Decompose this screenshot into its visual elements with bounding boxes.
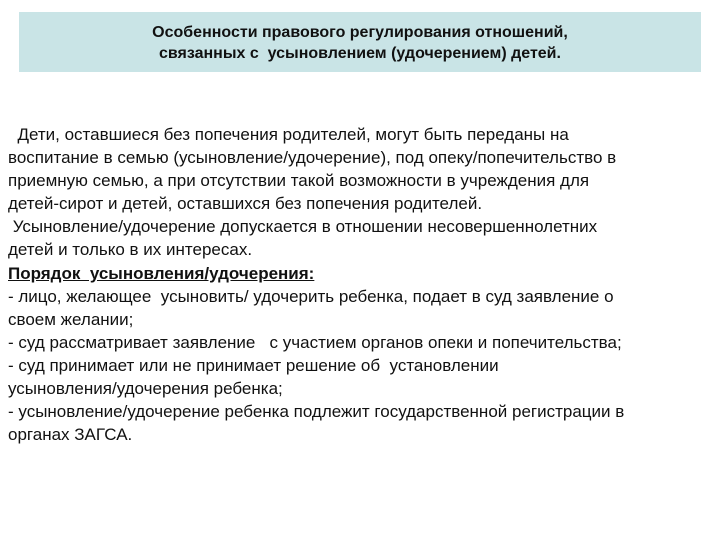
- paragraph-line: детей и только в их интересах.: [8, 240, 253, 260]
- procedure-line: органах ЗАГСА.: [8, 425, 133, 445]
- paragraph-line: детей-сирот и детей, оставшихся без попечения родителей.: [8, 194, 483, 214]
- procedure-line: своем желании;: [8, 309, 134, 329]
- paragraph-line: Усыновление/удочерение допускается в отношении несовершеннолетних: [8, 217, 598, 237]
- paragraph-line: воспитание в семью (усыновление/удочерение), под опеку/попечительство в: [8, 148, 617, 168]
- title-line-1: Особенности правового регулирования отношений,: [152, 24, 568, 41]
- procedure-line: - лицо, желающее усыновить/ удочерить ребенка, подает в суд заявление о: [8, 286, 614, 306]
- title-line-2: связанных с усыновлением (удочерением) детей.: [159, 45, 561, 62]
- paragraph-line: Дети, оставшиеся без попечения родителей, могут быть переданы на: [8, 125, 569, 144]
- procedure-line: - суд рассматривает заявление с участием органов опеки и попечительства;: [8, 332, 622, 352]
- body-text: [8, 123, 708, 446]
- title-banner: [19, 12, 701, 72]
- procedure-line: усыновления/удочерения ребенка;: [8, 379, 283, 399]
- procedure-heading: Порядок усыновления/удочерения:: [8, 263, 315, 283]
- procedure-line: - суд принимает или не принимает решение об установлении: [8, 355, 499, 375]
- paragraph-line: приемную семью, а при отсутствии такой возможности в учреждения для: [8, 171, 590, 191]
- procedure-line: - усыновление/удочерение ребенка подлежит государственной регистрации в: [8, 402, 625, 422]
